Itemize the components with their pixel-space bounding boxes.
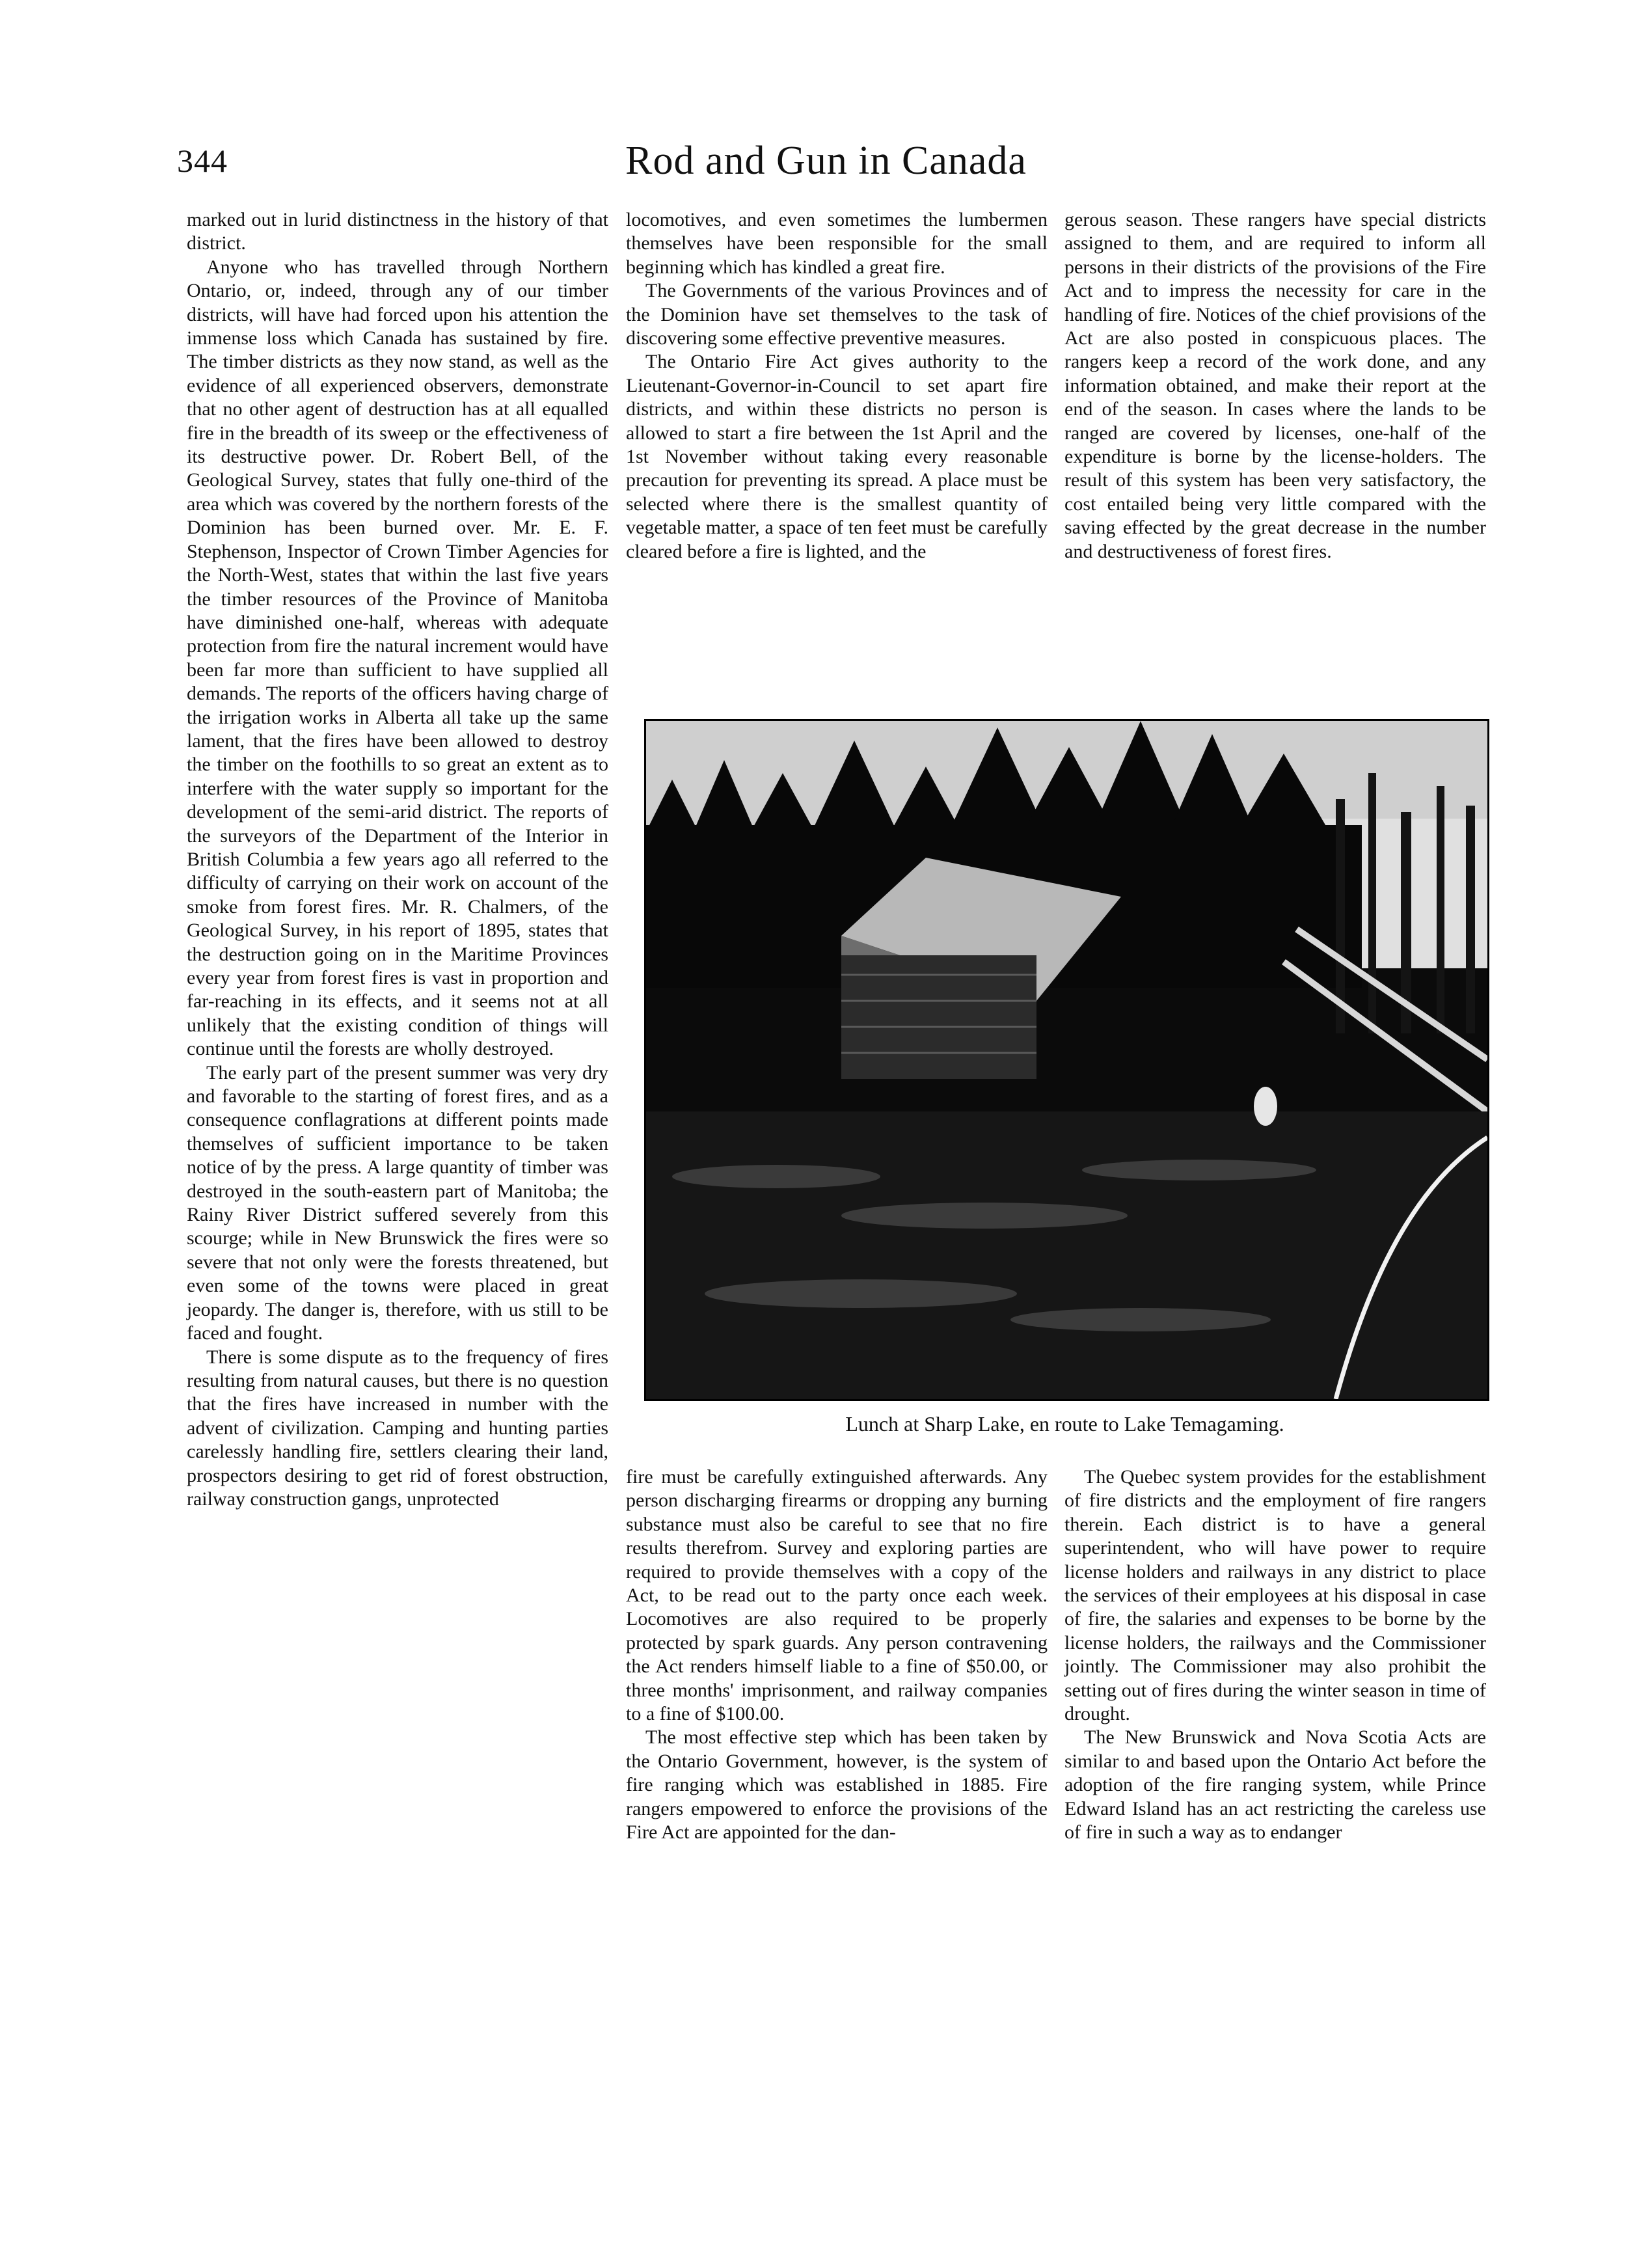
paragraph: The Ontario Fire Act gives authority to the Lieutenant-Governor-in-Council to set apart fire districts, and within these districts no person is allowed to start a fire between the 1st April and the 1st November without taking every reasonable precaution for preventing its spread. A place must be selected where there is the smallest quantity of vegetable matter, a space of ten feet must be carefully cleared before a fire is lighted, and the — [626, 351, 1048, 562]
paragraph: The Governments of the various Provinces and of the Dominion have set themselves to the task of discovering some effective preventive measures. — [626, 280, 1048, 349]
paragraph: The early part of the present summer was very dry and favorable to the starting of forest fires, and as a consequence conflagrations at different points made themselves of sufficient importance to be taken notice of by the press. A large quantity of timber was destroyed in the south-eastern part of Manitoba; the Rainy River District suffered severely from this scourge; while in New Brunswick the fires were so severe that not only were the forests threatened, but even some of the towns were placed in great jeopardy. The danger is, therefore, with us still to be faced and fought. — [187, 1061, 608, 1344]
article-column-right-top — [1064, 208, 1486, 564]
article-column-middle-bottom — [626, 1465, 1048, 1845]
paragraph: marked out in lurid distinctness in the history of that district. — [187, 209, 608, 254]
ground — [646, 1111, 1487, 1399]
paragraph: The most effective step which has been taken by the Ontario Government, however, is the system of fire ranging which was established in 1885. Fire rangers empowered to enforce the provisions of the Fire Act are appointed for the dan- — [626, 1726, 1048, 1844]
photo-illustration — [646, 721, 1487, 1399]
article-column-right-bottom — [1064, 1465, 1486, 1845]
paragraph: locomotives, and even sometimes the lumbermen themselves have been responsible for the small beginning which has kindled a great fire. — [626, 209, 1048, 278]
article-column-left — [187, 208, 608, 1511]
page-number: 344 — [177, 143, 228, 179]
paragraph: Anyone who has travelled through Northern Ontario, or, indeed, through any of our timber districts, will have had forced upon his attention the immense loss which Canada has sustained by fire. The timber districts as they now stand, as well as the evidence of all experienced observers, demonstrate that no other agent of destruction has at all equalled fire in the breadth of its sweep or the effectiveness of its destructive power. Dr. Robert Bell, of the Geological Survey, states that fully one-third of the area which was covered by the northern forests of the Dominion has been burned over. Mr. E. F. Stephenson, Inspector of Crown Timber Agencies for the North-West, states that within the last five years the timber resources of the Province of Manitoba have diminished one-half, whereas with adequate protection from fire the natural increment would have been far more than sufficient to have supplied all demands. The reports of the officers having charge of the irrigation works in Alberta all take up the same lament, that the fires have been allowed to destroy the timber on the foothills to so great an extent as to interfere with the water supply so important for the development of the semi-arid district. The reports of the surveyors of the Department of the Interior in British Columbia a few years ago all referred to the difficulty of carrying on their work on account of the smoke from forest fires. Mr. R. Chalmers, of the Geological Survey, in his report of 1895, states that the destruction going on in the Maritime Provinces every year from forest fires is vast in proportion and far-reaching in its effects, and it seems not at all unlikely that the existing condition of things will continue until the forests are wholly destroyed. — [187, 256, 608, 1060]
page-title: Rod and Gun in Canada — [625, 139, 1027, 183]
paragraph: The New Brunswick and Nova Scotia Acts are similar to and based upon the Ontario Act before the adoption of the fire ranging system, while Prince Edward Island has an act restricting the careless use of fire in such a way as to endanger — [1064, 1726, 1486, 1844]
article-column-middle-top — [626, 208, 1048, 564]
person-figure — [1254, 1087, 1277, 1126]
paragraph: There is some dispute as to the frequency of fires resulting from natural causes, but there is no question that the fires have increased in number with the advent of civilization. Camping and hunting parties carelessly handling fire, settlers clearing their land, prospectors desiring to get rid of forest obstruction, railway construction gangs, unprotected — [187, 1346, 608, 1510]
photo-caption: Lunch at Sharp Lake, en route to Lake Temagaming. — [845, 1412, 1284, 1436]
paragraph: fire must be carefully extinguished afterwards. Any person discharging firearms or dropping any burning substance must also be careful to see that no fire results therefrom. Survey and exploring parties are required to provide themselves with a copy of the Act, to be read out to the party once each week. Locomotives are also required to be properly protected by spark guards. Any person contravening the Act renders himself liable to a fine of $50.00, or three months' imprisonment, and railway companies to a fine of $100.00. — [626, 1466, 1048, 1725]
lake-camp-photo — [644, 719, 1489, 1401]
paragraph: The Quebec system provides for the establishment of fire districts and the employment of fire rangers therein. Each district is to have a general superintendent, who will have power to require license holders and railways in any district to place the services of their employees at his disposal in case of fire, the salaries and expenses to be borne by the license holders, the railways and the Commissioner jointly. The Commissioner may also prohibit the setting out of fires during the winter season in time of drought. — [1064, 1466, 1486, 1725]
paragraph: gerous season. These rangers have special districts assigned to them, and are required to inform all persons in their districts of the provisions of the Fire Act and to impress the necessity for care in the handling of fire. Notices of the chief provisions of the Act are also posted in conspicuous places. The rangers keep a record of the work done, and any information obtained, and make their report at the end of the season. In cases where the lands to be ranged are covered by licenses, one-half of the expenditure is borne by the license-holders. The result of this system has been very satisfactory, the cost entailed being very little compared with the saving effected by the great decrease in the number and destructiveness of forest fires. — [1064, 209, 1486, 562]
